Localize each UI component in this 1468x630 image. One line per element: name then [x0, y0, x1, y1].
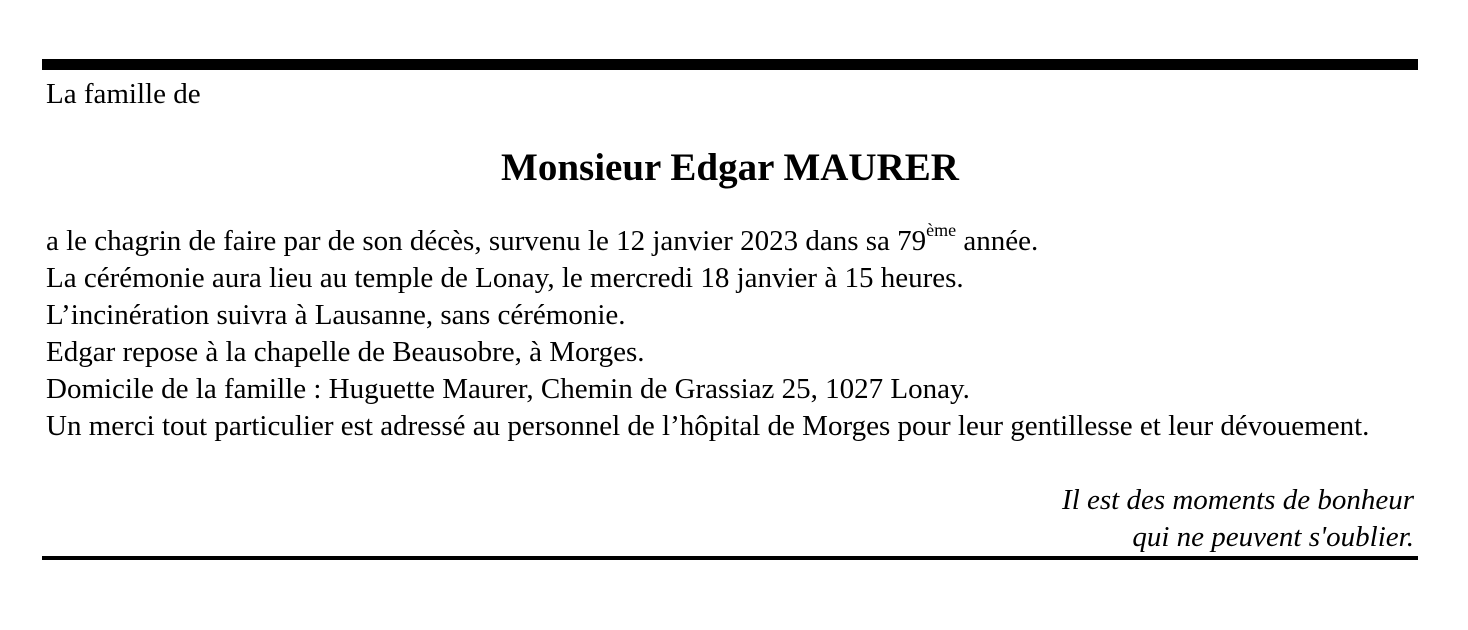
bottom-rule — [42, 556, 1418, 560]
intro-text: La famille de — [46, 78, 201, 110]
deceased-name: Monsieur Edgar MAURER — [501, 146, 959, 189]
quote-line-2: qui ne peuvent s'oublier. — [1132, 521, 1414, 553]
closing-quote — [1062, 482, 1414, 556]
death-notice — [42, 59, 1418, 553]
notice-line-death — [46, 220, 1376, 260]
death-line-end: année. — [956, 225, 1039, 257]
top-rule — [42, 59, 1418, 70]
death-line-text: a le chagrin de faire par de son décès, survenu le 12 janvier 2023 dans sa 79 — [46, 225, 927, 257]
notice-line-incineration: L’incinération suivra à Lausanne, sans cérémonie. — [46, 299, 626, 331]
notice-line-address: Domicile de la famille : Huguette Maurer, Chemin de Grassiaz 25, 1027 Lonay. — [46, 373, 970, 405]
notice-line-ceremony: La cérémonie aura lieu au temple de Lonay, le mercredi 18 janvier à 15 heures. — [46, 262, 964, 294]
quote-line-1: Il est des moments de bonheur — [1062, 484, 1414, 516]
notice-line-chapel: Edgar repose à la chapelle de Beausobre, à Morges. — [46, 336, 645, 368]
notice-body — [46, 220, 1376, 445]
notice-line-thanks: Un merci tout particulier est adressé au personnel de l’hôpital de Morges pour leur gentillesse et leur dévouement. — [46, 410, 1370, 442]
ordinal-suffix: ème — [926, 220, 957, 241]
